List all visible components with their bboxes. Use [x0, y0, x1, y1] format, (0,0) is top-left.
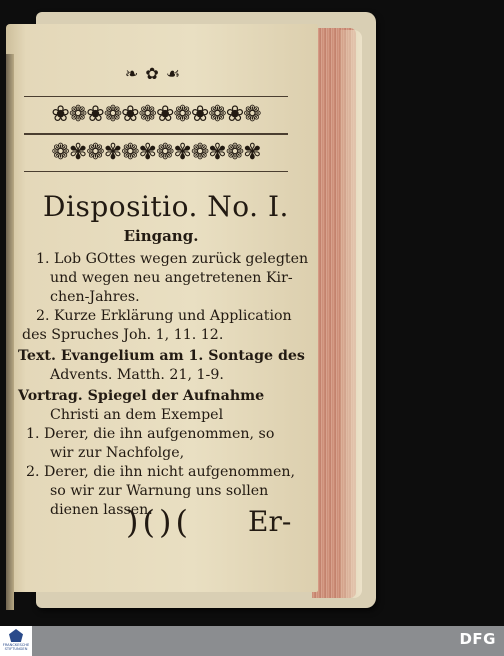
institution-logo[interactable] — [0, 626, 32, 656]
footer-bar — [0, 626, 504, 656]
text-line: Christi an dem Exempel — [50, 407, 224, 423]
text-line: des Spruches Joh. 1, 11. 12. — [22, 327, 224, 343]
text-line: 1. Lob GOttes wegen zurück gelegten — [36, 251, 309, 267]
ornament-band-lower: ❁✾❁✾❁✾❁✾❁✾❁✾ — [24, 134, 288, 172]
text-line: 1. Derer, die ihn aufgenommen, so — [26, 426, 275, 442]
text-line: Vortrag. Spiegel der Aufnahme — [18, 388, 265, 404]
emblem-icon — [9, 629, 23, 642]
header-ornament: ❧ ✿ ☙ — [124, 64, 182, 83]
book-page — [6, 24, 318, 592]
text-line: chen-Jahres. — [50, 289, 140, 305]
ornament-band-upper: ❀❁❀❁❀❁❀❁❀❁❀❁ — [24, 96, 288, 134]
logo-caption: FRANCKESCHE STIFTUNGEN — [2, 643, 30, 651]
text-line: 2. Derer, die ihn nicht aufgenommen, — [26, 464, 296, 480]
text-line: Text. Evangelium am 1. Sontage des — [18, 348, 305, 364]
page-edge-shade — [340, 30, 362, 598]
text-line: wir zur Nachfolge, — [50, 445, 185, 461]
dfg-logo[interactable]: DFG — [459, 630, 496, 648]
ornament-mark: )()( — [126, 503, 192, 541]
page-gutter — [6, 54, 14, 610]
section-heading: Eingang. — [123, 227, 199, 245]
text-line: Advents. Matth. 21, 1-9. — [50, 367, 224, 383]
catchword: Er- — [248, 505, 292, 538]
text-line: so wir zur Warnung uns sollen — [50, 483, 269, 499]
text-line: dienen lassen. — [50, 502, 153, 518]
text-line: und wegen neu angetretenen Kir- — [50, 270, 293, 286]
page-title: Dispositio. No. I. — [43, 190, 289, 223]
text-line: 2. Kurze Erklärung und Application — [36, 308, 292, 324]
